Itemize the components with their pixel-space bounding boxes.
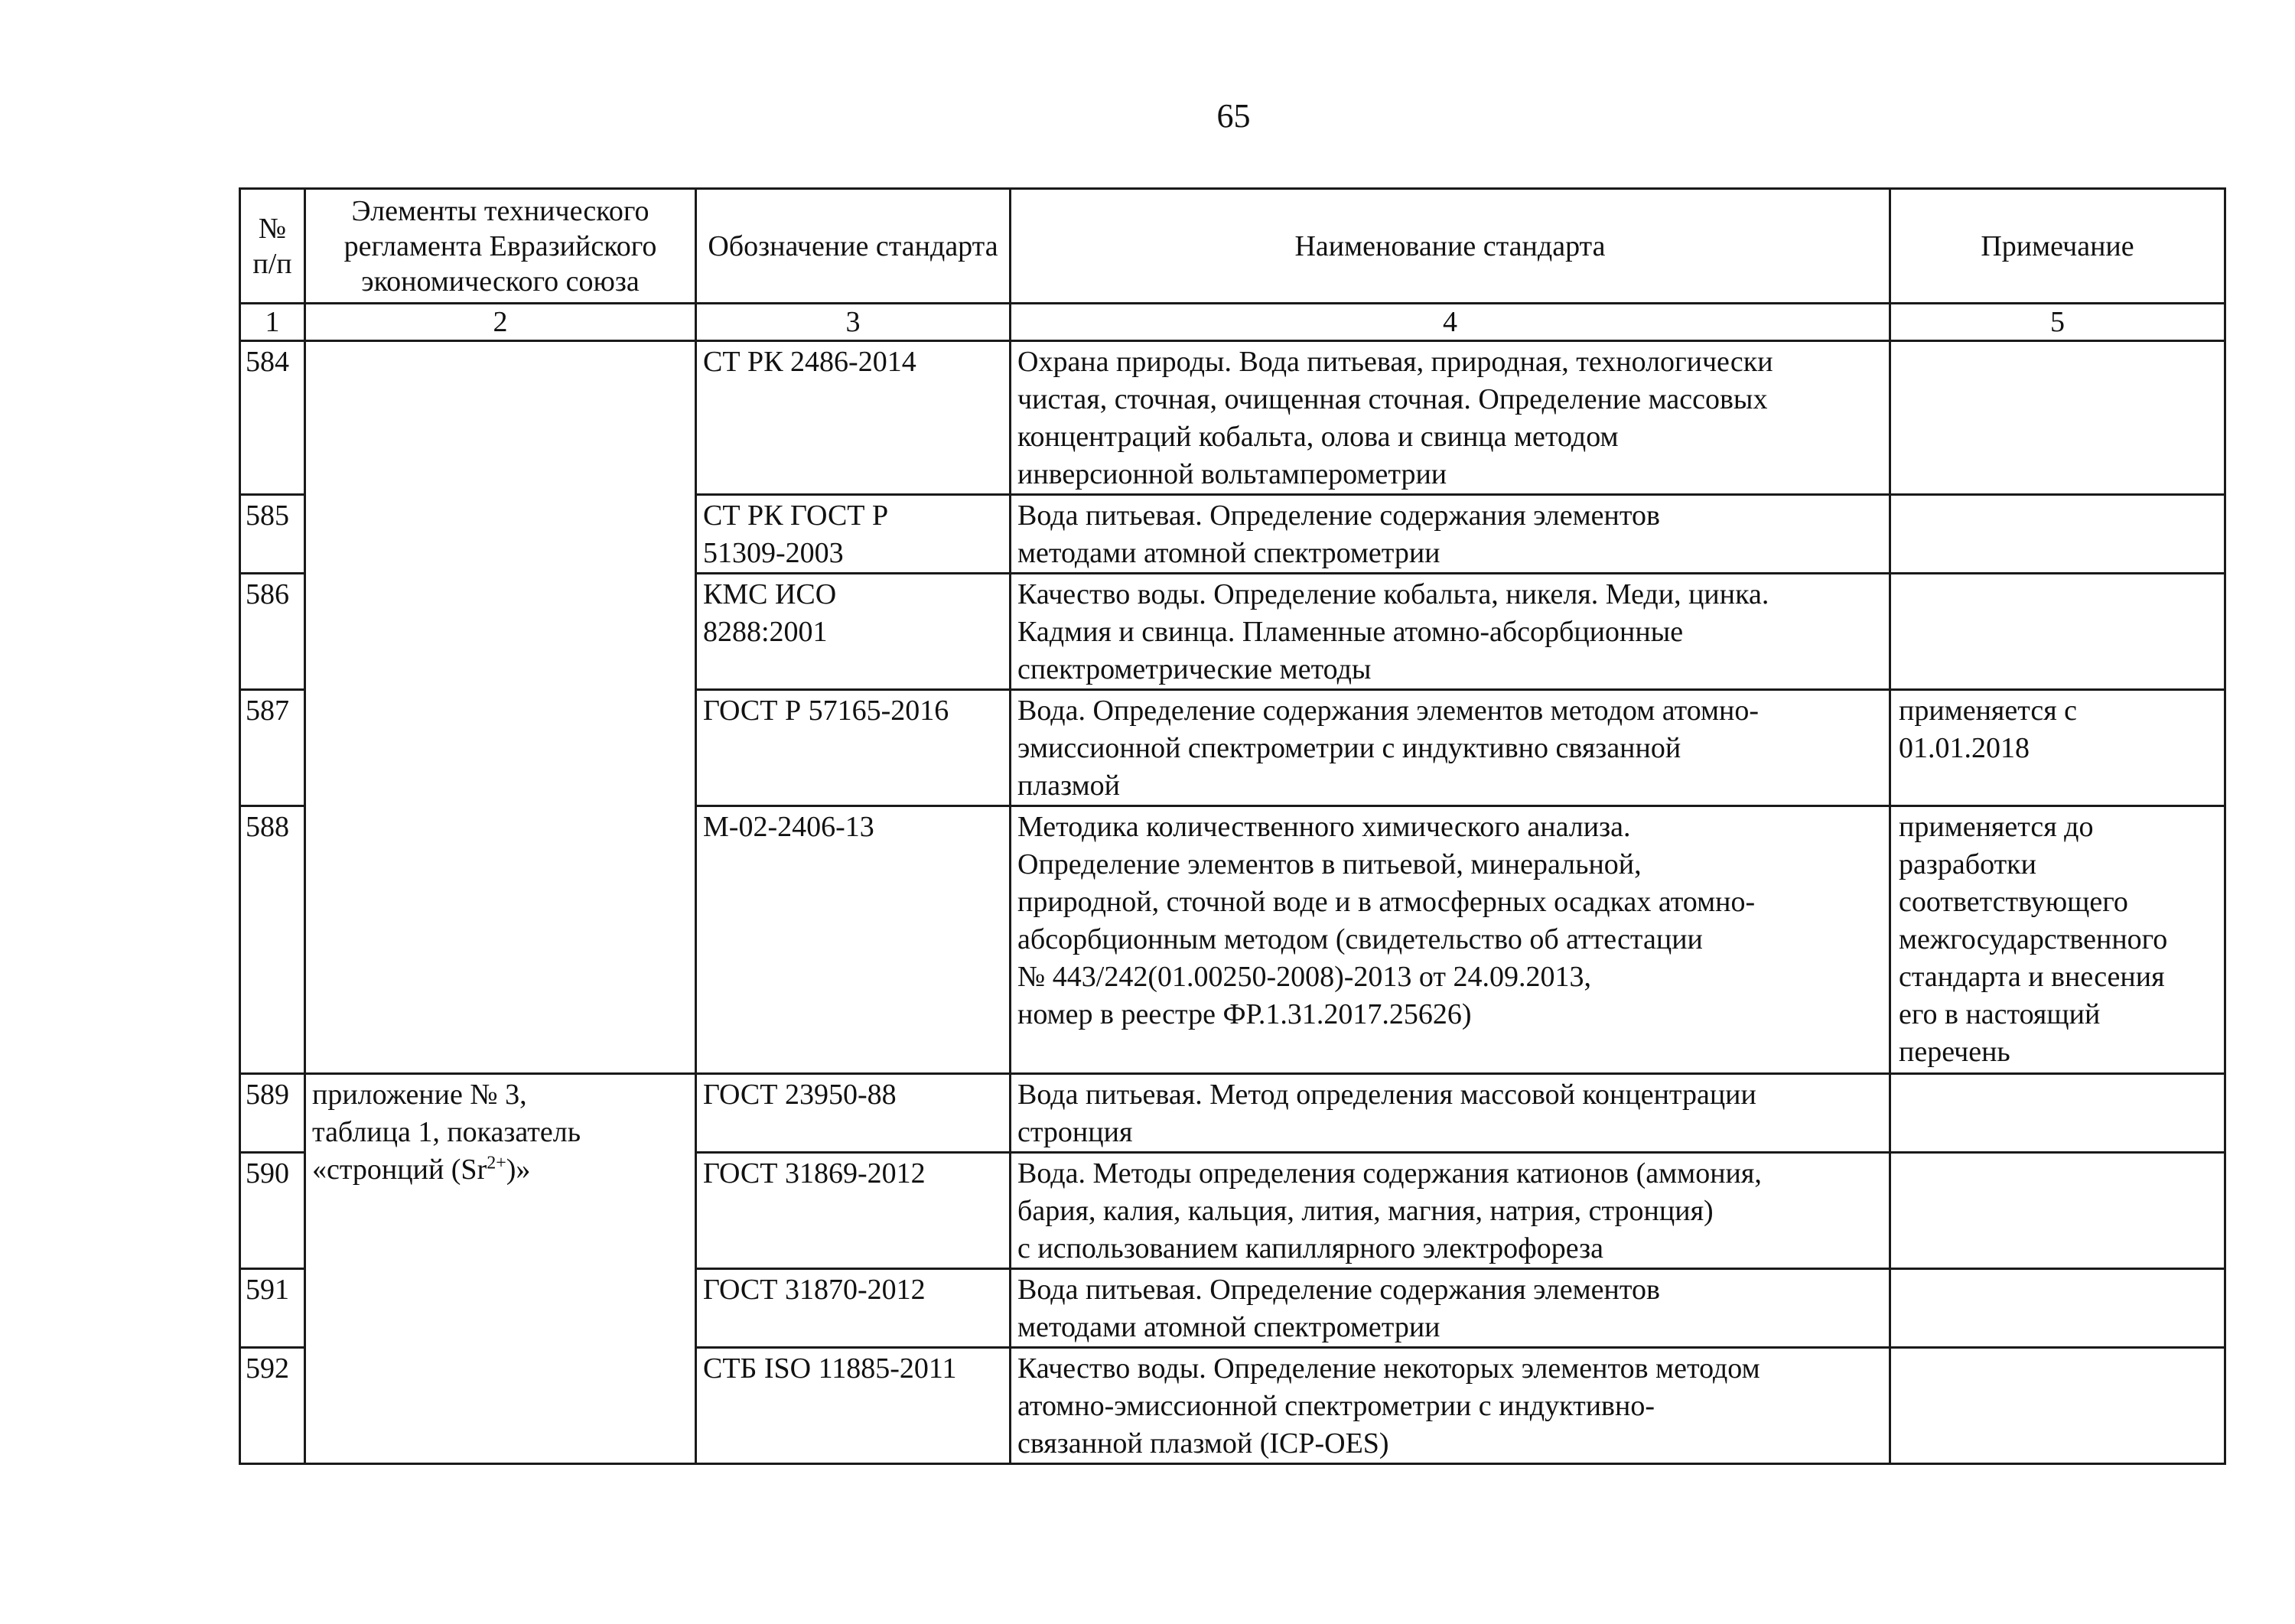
table-row — [240, 341, 2225, 495]
column-number: 3 — [696, 304, 1011, 341]
standard-note — [1890, 1269, 2225, 1348]
header-elements: Элементы технического регламента Евразийского экономического союза — [305, 189, 696, 304]
header-designation: Обозначение стандарта — [696, 189, 1011, 304]
row-number: 587 — [240, 690, 305, 806]
standard-note: применяется с 01.01.2018 — [1890, 690, 2225, 806]
header-num: № п/п — [240, 189, 305, 304]
standard-note: применяется до разработки соответствующего межгосударственного стандарта и внесения его в настоящий перечень — [1890, 806, 2225, 1074]
table-header-row — [240, 189, 2225, 304]
standard-name: Качество воды. Определение кобальта, никеля. Меди, цинка. Кадмия и свинца. Пламенные атомно-абсорбционные спектрометрические методы — [1011, 574, 1890, 690]
standard-designation: СТ РК ГОСТ Р 51309-2003 — [696, 495, 1011, 574]
element-cell-empty — [305, 341, 696, 1074]
standard-name: Вода. Методы определения содержания катионов (аммония, бария, калия, кальция, лития, магния, натрия, стронция) с использованием капиллярного электрофореза — [1011, 1153, 1890, 1269]
standard-designation: ГОСТ 31869-2012 — [696, 1153, 1011, 1269]
row-number: 592 — [240, 1348, 305, 1464]
standard-name: Вода питьевая. Метод определения массовой концентрации стронция — [1011, 1074, 1890, 1153]
standard-name: Вода питьевая. Определение содержания элементов методами атомной спектрометрии — [1011, 495, 1890, 574]
standard-designation: М-02-2406-13 — [696, 806, 1011, 1074]
standard-designation: СТ РК 2486-2014 — [696, 341, 1011, 495]
standard-note — [1890, 1074, 2225, 1153]
header-name: Наименование стандарта — [1011, 189, 1890, 304]
column-numbers-row — [240, 304, 2225, 341]
row-number: 586 — [240, 574, 305, 690]
standard-designation: КМС ИСО 8288:2001 — [696, 574, 1011, 690]
row-number: 588 — [240, 806, 305, 1074]
standard-note — [1890, 495, 2225, 574]
standard-designation: ГОСТ 31870-2012 — [696, 1269, 1011, 1348]
standard-note — [1890, 574, 2225, 690]
standard-name: Качество воды. Определение некоторых элементов методом атомно-эмиссионной спектрометрии с индуктивно- связанной плазмой (ICP-OES) — [1011, 1348, 1890, 1464]
standard-name: Методика количественного химического анализа. Определение элементов в питьевой, минеральной, природной, сточной воде и в атмосферных осадках атомно- абсорбционным методом (свидетельство об аттестации № 443/242(01.00250-2008)-2013 от 24.09.2013, номер в реестре ФР.1.31.2017.25626) — [1011, 806, 1890, 1074]
element-superscript: 2+ — [487, 1153, 506, 1173]
standard-note — [1890, 341, 2225, 495]
standards-table — [239, 187, 2226, 1465]
row-number: 591 — [240, 1269, 305, 1348]
element-text: приложение № 3, таблица 1, показатель «стронций (Sr — [312, 1079, 581, 1186]
header-note: Примечание — [1890, 189, 2225, 304]
column-number: 2 — [305, 304, 696, 341]
column-number: 1 — [240, 304, 305, 341]
column-number: 5 — [1890, 304, 2225, 341]
standard-designation: СТБ ISO 11885-2011 — [696, 1348, 1011, 1464]
standard-name: Вода. Определение содержания элементов методом атомно- эмиссионной спектрометрии с индуктивно связанной плазмой — [1011, 690, 1890, 806]
row-number: 590 — [240, 1153, 305, 1269]
row-number: 589 — [240, 1074, 305, 1153]
standard-designation: ГОСТ Р 57165-2016 — [696, 690, 1011, 806]
element-cell-strontium — [305, 1074, 696, 1464]
standard-note — [1890, 1348, 2225, 1464]
column-number: 4 — [1011, 304, 1890, 341]
table-row — [240, 1074, 2225, 1153]
standard-name: Вода питьевая. Определение содержания элементов методами атомной спектрометрии — [1011, 1269, 1890, 1348]
standard-note — [1890, 1153, 2225, 1269]
page-number: 65 — [1216, 97, 1251, 135]
standard-designation: ГОСТ 23950-88 — [696, 1074, 1011, 1153]
row-number: 584 — [240, 341, 305, 495]
row-number: 585 — [240, 495, 305, 574]
element-text-end: )» — [506, 1154, 531, 1186]
standard-name: Охрана природы. Вода питьевая, природная, технологически чистая, сточная, очищенная сточная. Определение массовых концентраций кобальта, олова и свинца методом инверсионной вольтамперометрии — [1011, 341, 1890, 495]
